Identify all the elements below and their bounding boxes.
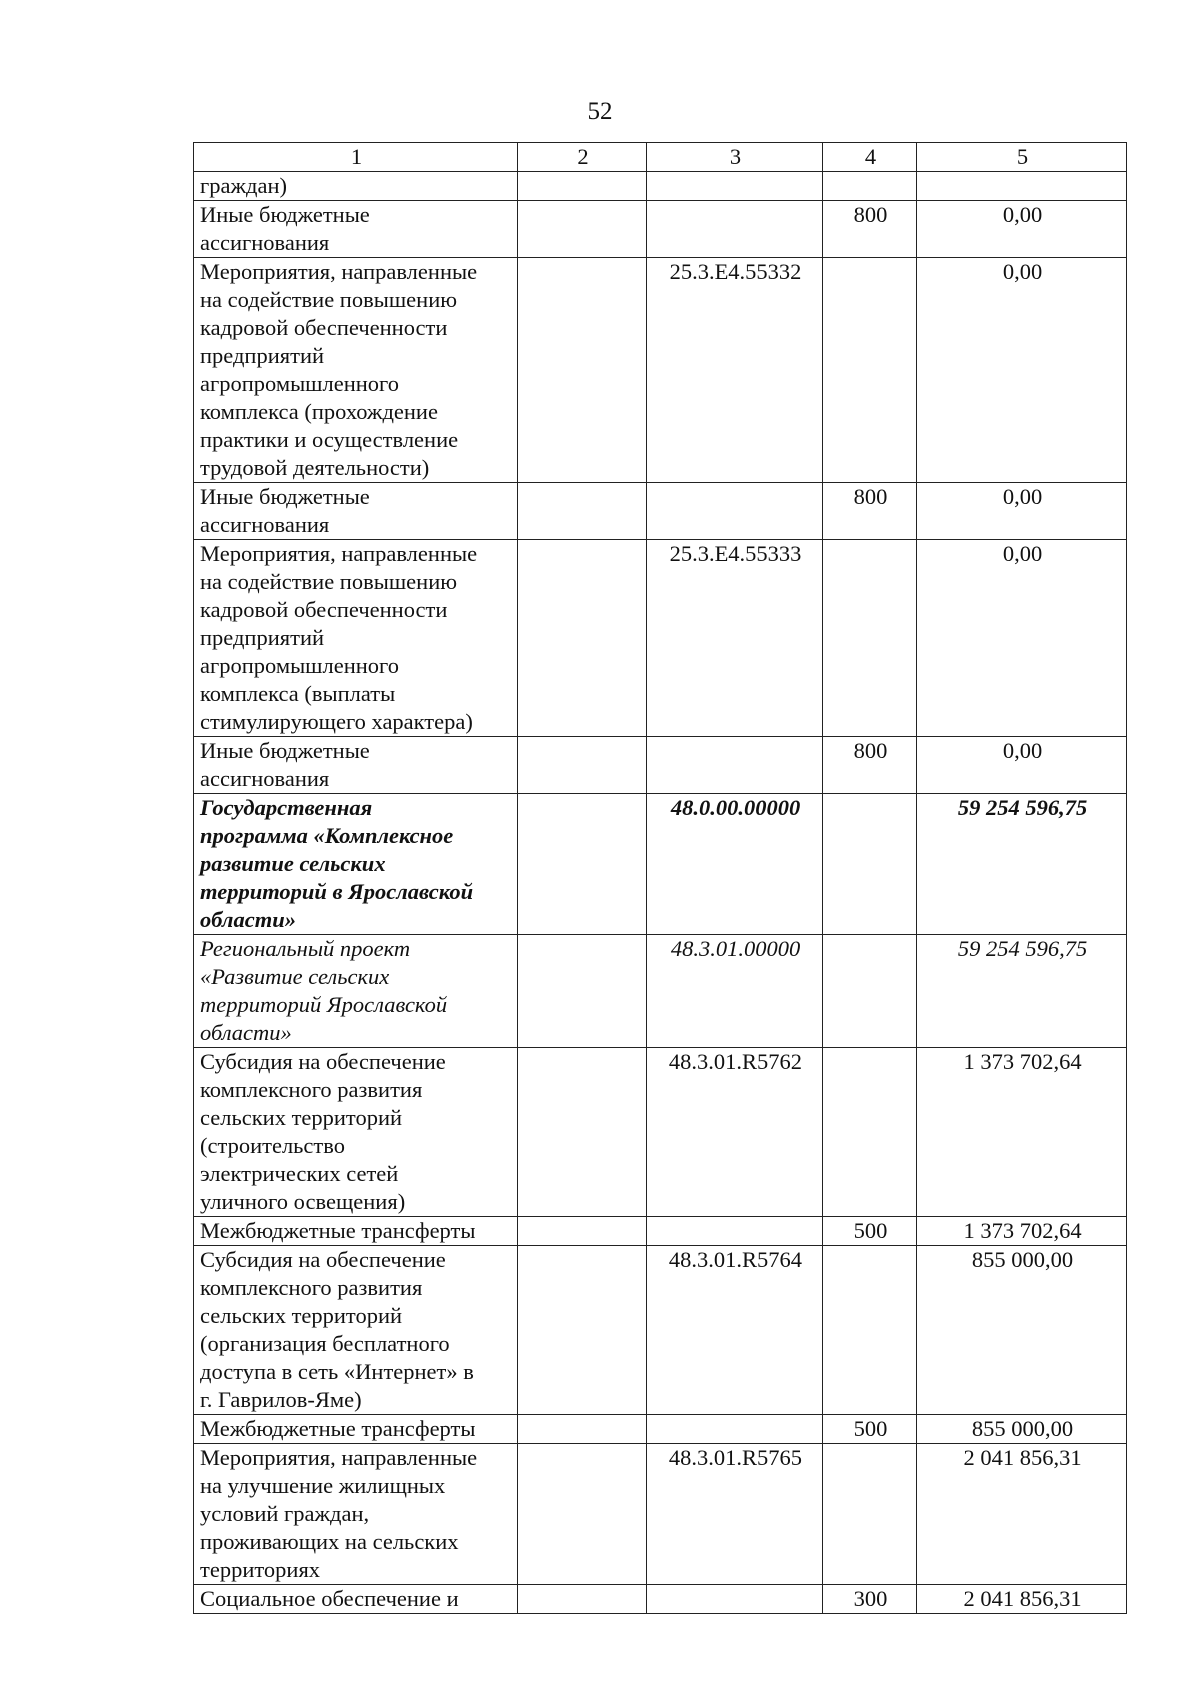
table-row <box>194 201 1127 258</box>
row-name-cell: Государственная программа «Комплексное развитие сельских территорий в Ярославской области» <box>194 794 518 935</box>
row-type-cell: 300 <box>823 1585 917 1614</box>
row-col2-cell <box>518 935 647 1048</box>
row-amount-cell: 0,00 <box>917 483 1127 540</box>
row-code-cell <box>647 201 823 258</box>
row-type-cell <box>823 258 917 483</box>
row-amount-cell: 1 373 702,64 <box>917 1217 1127 1246</box>
row-code-cell: 25.3.E4.55332 <box>647 258 823 483</box>
row-name-cell: Субсидия на обеспечение комплексного развития сельских территорий (строительство электрических сетей уличного освещения) <box>194 1048 518 1217</box>
row-name-cell: Мероприятия, направленные на содействие повышению кадровой обеспеченности предприятий агропромышленного комплекса (выплаты стимулирующего характера) <box>194 540 518 737</box>
row-amount-cell: 0,00 <box>917 201 1127 258</box>
row-amount-cell: 0,00 <box>917 258 1127 483</box>
table-row <box>194 737 1127 794</box>
row-type-cell <box>823 1048 917 1217</box>
row-code-cell <box>647 1415 823 1444</box>
table-row <box>194 540 1127 737</box>
column-header: 4 <box>823 143 917 172</box>
row-amount-cell: 59 254 596,75 <box>917 935 1127 1048</box>
table-row <box>194 483 1127 540</box>
table-row <box>194 1217 1127 1246</box>
row-name-cell: Субсидия на обеспечение комплексного развития сельских территорий (организация бесплатного доступа в сеть «Интернет» в г. Гаврилов-Яме) <box>194 1246 518 1415</box>
row-type-cell: 500 <box>823 1415 917 1444</box>
row-type-cell <box>823 172 917 201</box>
budget-table <box>193 142 1127 1614</box>
table-row <box>194 794 1127 935</box>
row-name-cell: Межбюджетные трансферты <box>194 1217 518 1246</box>
row-code-cell: 48.3.01.R5765 <box>647 1444 823 1585</box>
column-header: 3 <box>647 143 823 172</box>
row-col2-cell <box>518 1585 647 1614</box>
row-code-cell <box>647 172 823 201</box>
column-header: 1 <box>194 143 518 172</box>
row-type-cell <box>823 1444 917 1585</box>
row-name-cell: Иные бюджетные ассигнования <box>194 737 518 794</box>
table-body <box>194 172 1127 1614</box>
column-header: 2 <box>518 143 647 172</box>
row-code-cell <box>647 483 823 540</box>
column-header: 5 <box>917 143 1127 172</box>
table-row <box>194 258 1127 483</box>
row-name-cell: Мероприятия, направленные на содействие повышению кадровой обеспеченности предприятий агропромышленного комплекса (прохождение практики и осуществление трудовой деятельности) <box>194 258 518 483</box>
row-code-cell: 48.3.01.00000 <box>647 935 823 1048</box>
row-amount-cell: 1 373 702,64 <box>917 1048 1127 1217</box>
row-col2-cell <box>518 1217 647 1246</box>
row-name-cell: Мероприятия, направленные на улучшение жилищных условий граждан, проживающих на сельских территориях <box>194 1444 518 1585</box>
row-name-cell: Иные бюджетные ассигнования <box>194 201 518 258</box>
row-type-cell <box>823 935 917 1048</box>
row-amount-cell: 855 000,00 <box>917 1246 1127 1415</box>
row-col2-cell <box>518 258 647 483</box>
row-name-cell: граждан) <box>194 172 518 201</box>
row-code-cell <box>647 1217 823 1246</box>
row-amount-cell: 0,00 <box>917 737 1127 794</box>
row-amount-cell: 2 041 856,31 <box>917 1444 1127 1585</box>
row-amount-cell: 0,00 <box>917 540 1127 737</box>
row-type-cell <box>823 1246 917 1415</box>
row-amount-cell: 2 041 856,31 <box>917 1585 1127 1614</box>
row-col2-cell <box>518 483 647 540</box>
row-name-cell: Социальное обеспечение и <box>194 1585 518 1614</box>
row-col2-cell <box>518 540 647 737</box>
table-row <box>194 172 1127 201</box>
row-code-cell: 25.3.E4.55333 <box>647 540 823 737</box>
row-col2-cell <box>518 1246 647 1415</box>
page-number: 52 <box>587 98 613 125</box>
table-row <box>194 1048 1127 1217</box>
row-col2-cell <box>518 1444 647 1585</box>
row-col2-cell <box>518 201 647 258</box>
row-type-cell: 800 <box>823 737 917 794</box>
table-header-row <box>194 143 1127 172</box>
row-code-cell <box>647 737 823 794</box>
table-row <box>194 935 1127 1048</box>
row-col2-cell <box>518 794 647 935</box>
row-amount-cell: 59 254 596,75 <box>917 794 1127 935</box>
row-col2-cell <box>518 1048 647 1217</box>
table-row <box>194 1415 1127 1444</box>
row-type-cell: 500 <box>823 1217 917 1246</box>
row-type-cell: 800 <box>823 483 917 540</box>
table-row <box>194 1246 1127 1415</box>
row-code-cell: 48.0.00.00000 <box>647 794 823 935</box>
row-amount-cell: 855 000,00 <box>917 1415 1127 1444</box>
row-type-cell <box>823 540 917 737</box>
row-name-cell: Иные бюджетные ассигнования <box>194 483 518 540</box>
row-col2-cell <box>518 737 647 794</box>
row-code-cell <box>647 1585 823 1614</box>
table-row <box>194 1585 1127 1614</box>
row-name-cell: Региональный проект «Развитие сельских территорий Ярославской области» <box>194 935 518 1048</box>
row-amount-cell <box>917 172 1127 201</box>
row-col2-cell <box>518 172 647 201</box>
row-code-cell: 48.3.01.R5764 <box>647 1246 823 1415</box>
row-type-cell <box>823 794 917 935</box>
row-name-cell: Межбюджетные трансферты <box>194 1415 518 1444</box>
row-col2-cell <box>518 1415 647 1444</box>
row-type-cell: 800 <box>823 201 917 258</box>
row-code-cell: 48.3.01.R5762 <box>647 1048 823 1217</box>
table-row <box>194 1444 1127 1585</box>
